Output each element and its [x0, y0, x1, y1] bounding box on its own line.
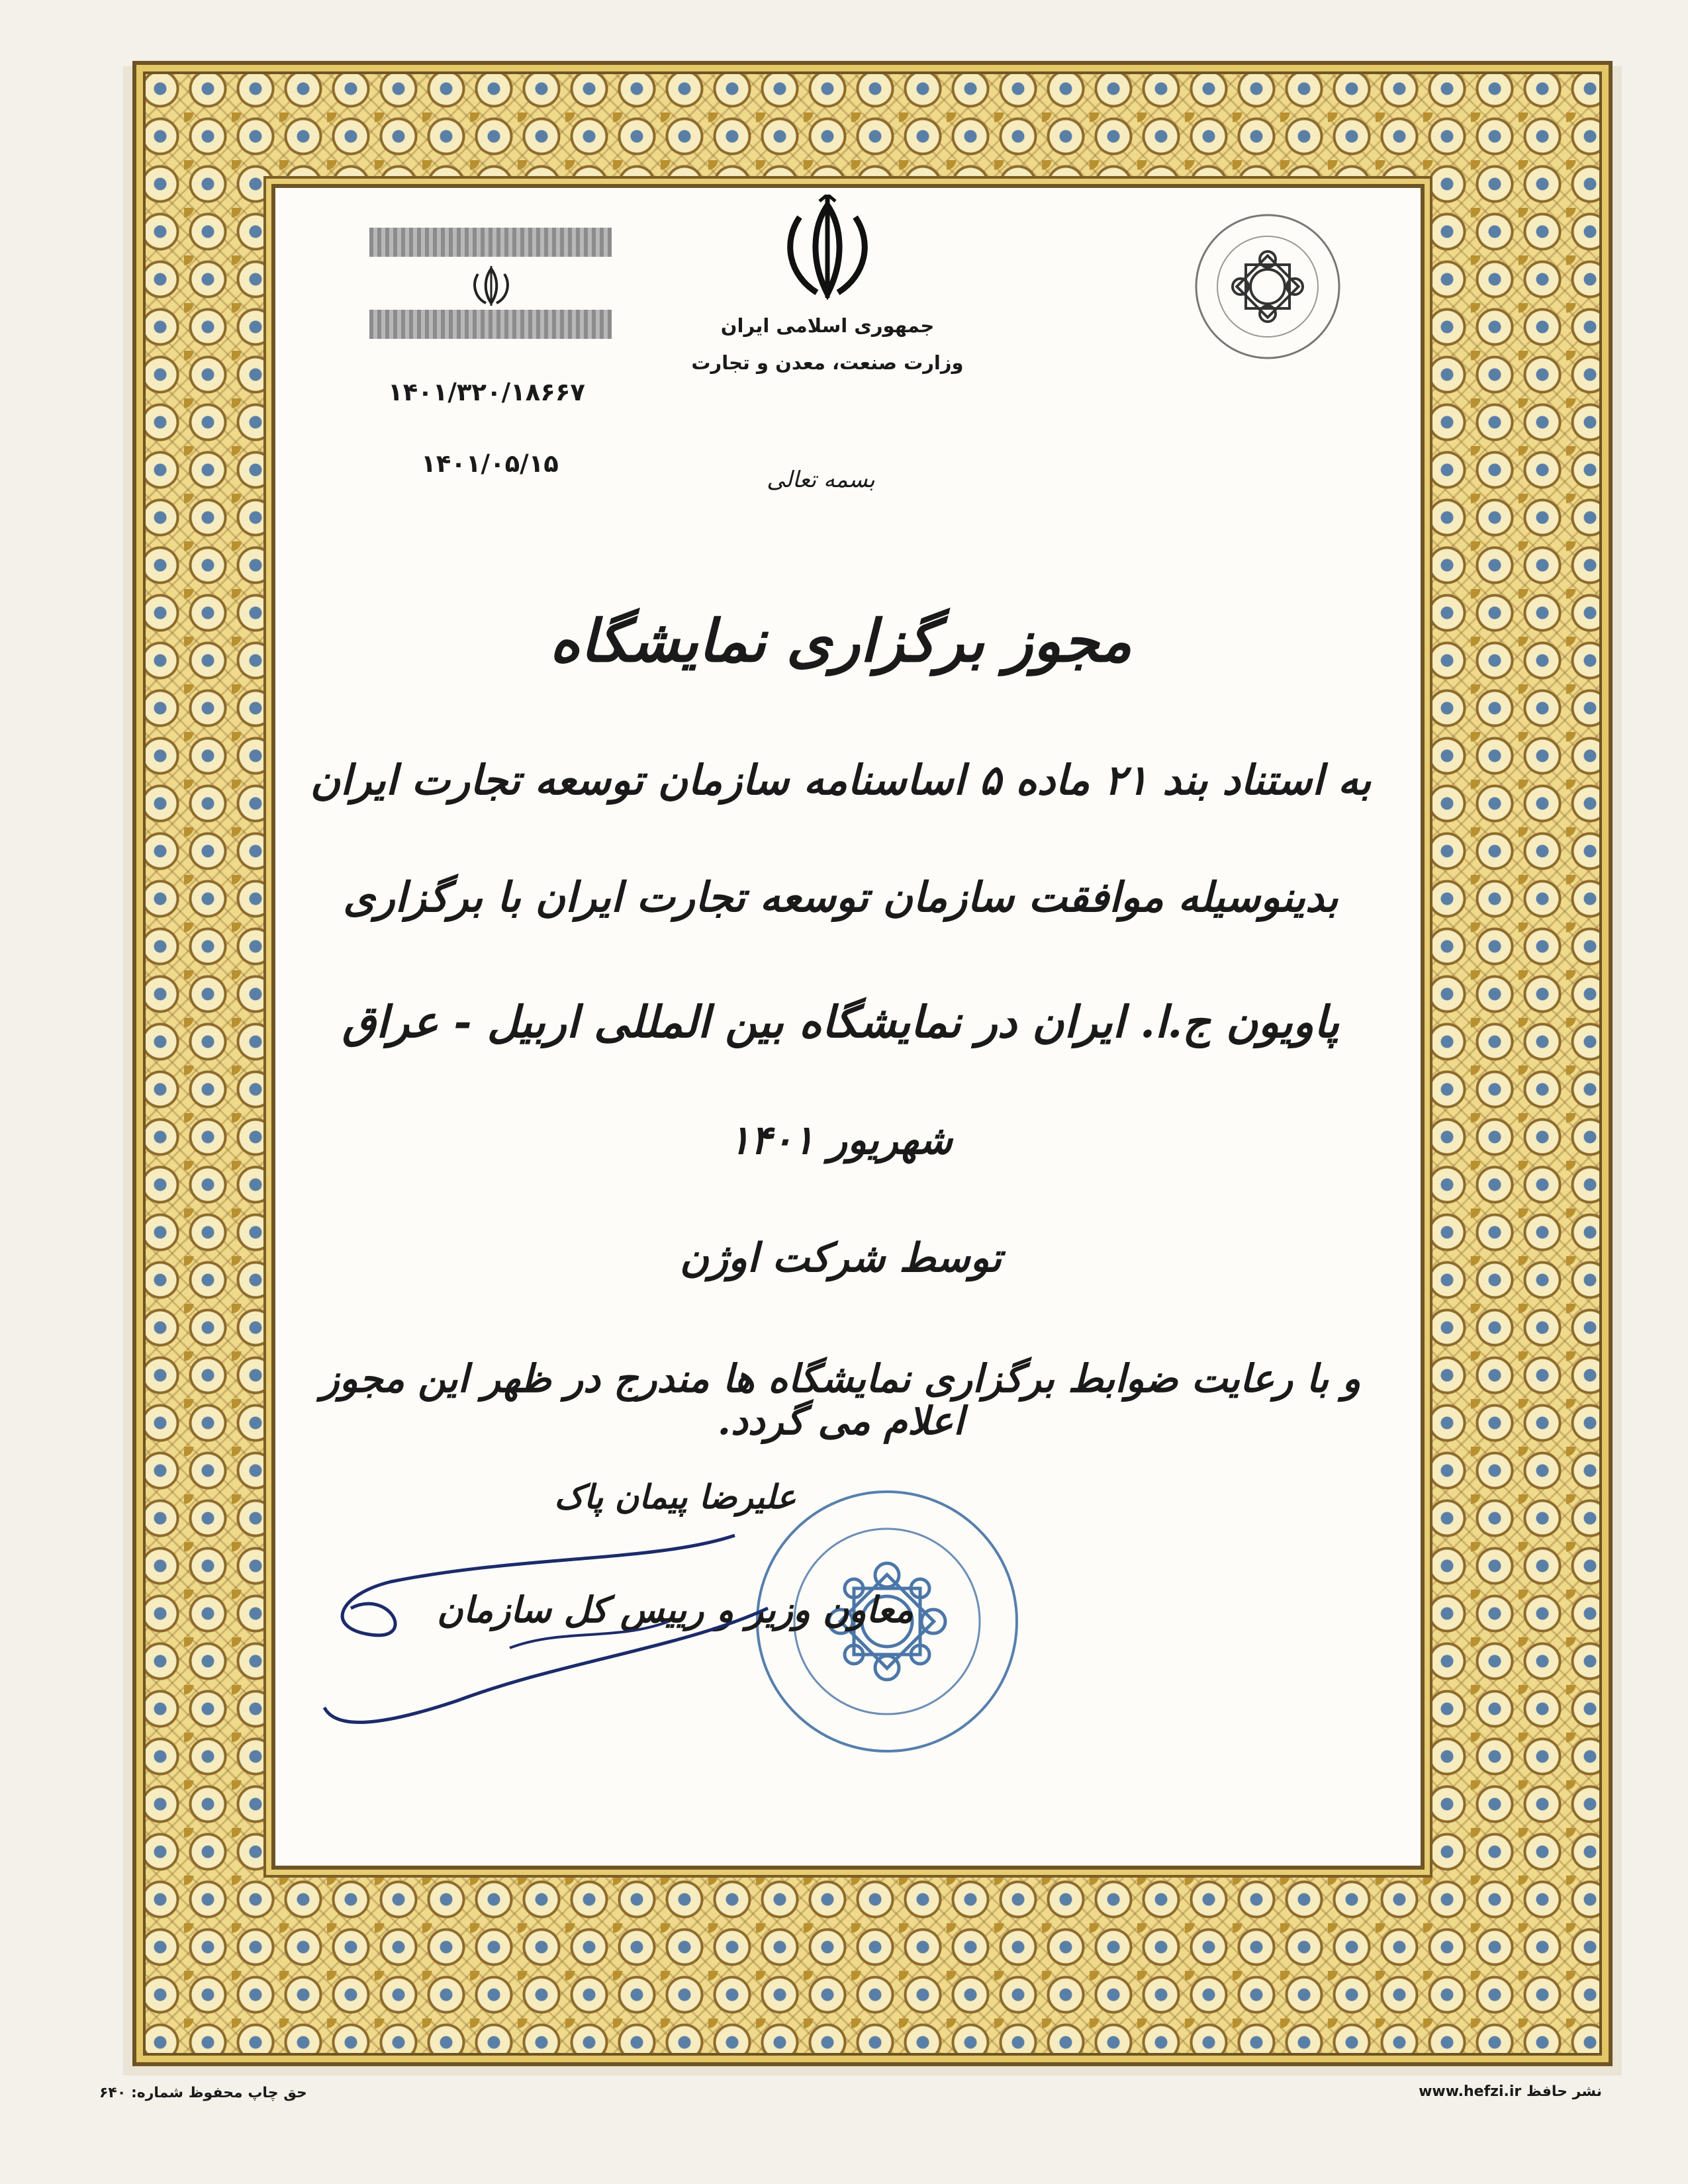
ministry-name: وزارت صنعت، معدن و تجارت	[691, 351, 964, 374]
letter-date: ۱۴۰۱/۰۵/۱۵	[421, 449, 559, 478]
signer-name: علیرضا پیمان پاک	[554, 1477, 796, 1516]
tpo-logo-icon	[1192, 210, 1344, 363]
body-line-2: بدینوسیله موافقت سازمان توسعه تجارت ایران با برگزاری	[343, 873, 1338, 921]
signature-scribble-icon	[311, 1509, 814, 1747]
government-name: جمهوری اسلامی ایران	[720, 314, 935, 337]
body-line-3: پاویون ج.ا. ایران در نمایشگاه بین المللی اربیل - عراق	[342, 996, 1340, 1048]
body-line-4: شهریور ۱۴۰۱	[729, 1117, 953, 1163]
signer-title: معاون وزیر و رییس کل سازمان	[437, 1588, 914, 1631]
copyright-footer: حق چاپ محفوظ شماره: ۶۴۰	[99, 2085, 307, 2101]
flag-stripe-top	[369, 228, 612, 257]
reference-number: ۱۴۰۱/۳۲۰/۱۸۶۶۷	[387, 378, 586, 406]
body-line-1: به استناد بند ۲۱ ماده ۵ اساسنامه سازمان توسعه تجارت ایران	[310, 756, 1372, 804]
body-line-6: و با رعایت ضوابط برگزاری نمایشگاه ها مندرج در ظهر این مجوز اعلام می گردد.	[320, 1356, 1361, 1443]
small-emblem-icon	[466, 265, 516, 307]
publisher-footer: نشر حافظ www.hefzi.ir	[1419, 2083, 1602, 2100]
body-line-5: توسط شرکت اوژن	[679, 1235, 1002, 1281]
flag-stripe-bottom	[369, 310, 612, 339]
invocation-text: بسمه تعالی	[767, 467, 875, 493]
iran-emblem-icon	[773, 195, 882, 300]
certificate-title: مجوز برگزاری نمایشگاه	[549, 606, 1132, 675]
